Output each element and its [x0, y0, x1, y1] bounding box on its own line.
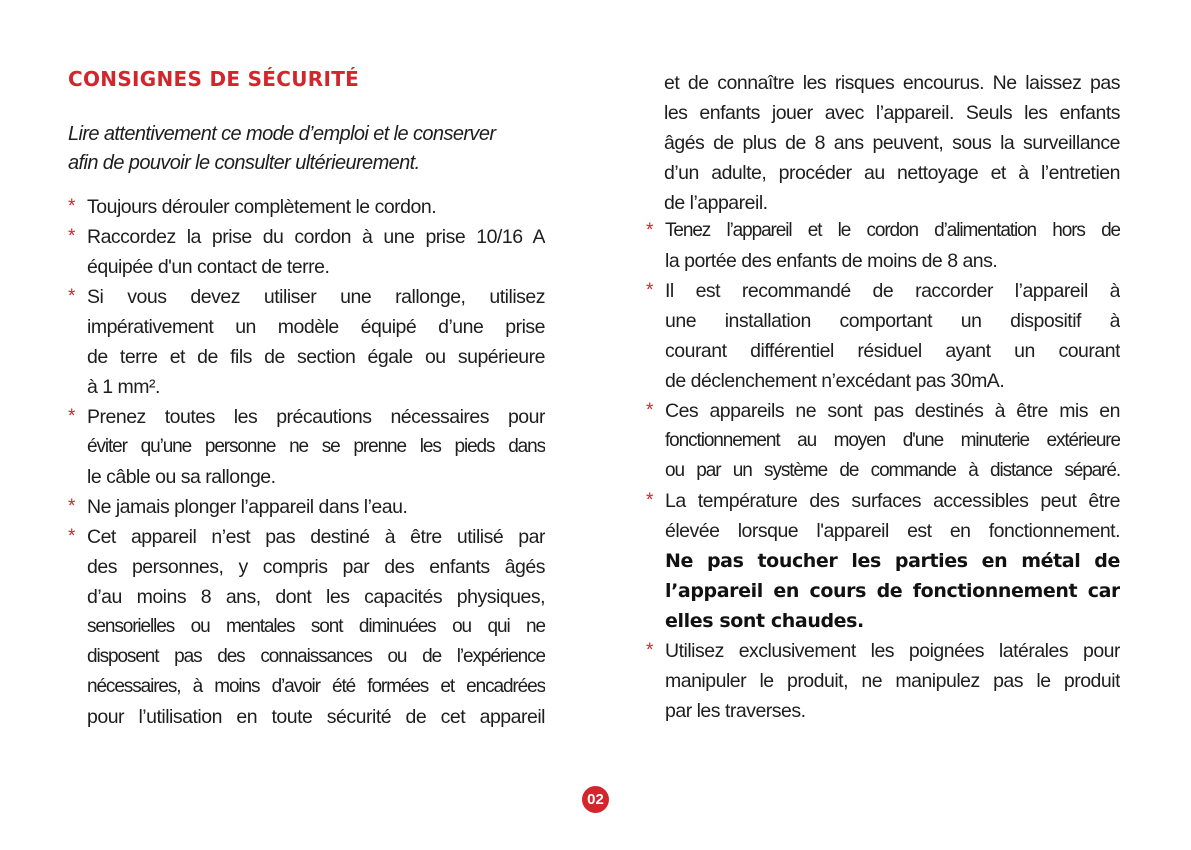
item-line: fonctionnement au moyen d'une minuterie extérieure: [665, 430, 1120, 451]
item-line: Si vous devez utiliser une rallonge, utilisez: [87, 286, 545, 308]
item-line: ou par un système de commande à distance séparé.: [665, 460, 1120, 481]
safety-item: [646, 216, 1120, 276]
bullet-star-icon: *: [68, 286, 76, 307]
intro-line: afin de pouvoir le consulter ultérieurement.: [68, 152, 420, 174]
bullet-star-icon: *: [68, 406, 76, 427]
warning-line: Ne pas toucher les parties en métal de: [665, 550, 1120, 572]
item-line: Raccordez la prise du cordon à une prise 10/16 A: [87, 226, 545, 248]
safety-item: [68, 402, 545, 492]
bullet-star-icon: *: [646, 640, 654, 661]
right-safety-list: [646, 216, 1120, 726]
bullet-star-icon: *: [646, 280, 654, 301]
item-line: Il est recommandé de raccorder l’appareil à: [665, 280, 1120, 302]
bullet-star-icon: *: [68, 526, 76, 547]
item-line: de terre et de fils de section égale ou supérieure: [87, 346, 545, 368]
item-line: Ne jamais plonger l’appareil dans l’eau.: [87, 496, 408, 518]
item-line: la portée des enfants de moins de 8 ans.: [665, 250, 998, 272]
safety-item: [646, 636, 1120, 726]
item-line: nécessaires, à moins d’avoir été formées et encadrées: [87, 676, 545, 697]
safety-item: [646, 276, 1120, 396]
continued-paragraph: [664, 68, 1120, 218]
item-line: à 1 mm².: [87, 376, 160, 398]
page-number-badge: 02: [582, 786, 609, 813]
intro-text: [68, 120, 558, 178]
item-line: une installation comportant un dispositif à: [665, 310, 1120, 332]
item-line: Ces appareils ne sont pas destinés à être mis en: [665, 400, 1120, 422]
safety-item: [68, 282, 545, 402]
intro-line: Lire attentivement ce mode d’emploi et le conserver: [68, 123, 496, 145]
bullet-star-icon: *: [646, 220, 654, 241]
item-line: âgés de plus de 8 ans peuvent, sous la surveillance: [664, 132, 1120, 154]
item-line: d’un adulte, procéder au nettoyage et à l’entretien: [664, 162, 1120, 184]
item-line: sensorielles ou mentales sont diminuées ou qui ne: [87, 616, 545, 637]
warning-line: l’appareil en cours de fonctionnement car: [665, 580, 1120, 602]
bullet-star-icon: *: [68, 226, 76, 247]
safety-item: [646, 486, 1120, 636]
page-title: CONSIGNES DE SÉCURITÉ: [68, 67, 360, 91]
item-line: pour l’utilisation en toute sécurité de cet appareil: [87, 706, 545, 728]
safety-item: [646, 396, 1120, 486]
bullet-star-icon: *: [646, 400, 654, 421]
item-line: manipuler le produit, ne manipulez pas le produit: [665, 670, 1120, 692]
item-line: Toujours dérouler complètement le cordon.: [87, 196, 437, 218]
left-safety-list: [68, 192, 545, 732]
item-line: éviter qu’une personne ne se prenne les pieds dans: [87, 436, 545, 457]
item-line: des personnes, y compris par des enfants âgés: [87, 556, 545, 578]
item-line: par les traverses.: [665, 700, 806, 722]
warning-line: elles sont chaudes.: [665, 610, 864, 632]
item-line: équipée d'un contact de terre.: [87, 256, 330, 278]
item-line: les enfants jouer avec l’appareil. Seuls les enfants: [664, 102, 1120, 124]
item-line: disposent pas des connaissances ou de l’expérience: [87, 646, 545, 667]
item-line: élevée lorsque l'appareil est en fonctionnement.: [665, 520, 1120, 542]
safety-item: [68, 522, 545, 732]
safety-item: [68, 222, 545, 282]
item-line: Tenez l’appareil et le cordon d’alimentation hors de: [665, 220, 1120, 241]
item-line: courant différentiel résiduel ayant un courant: [665, 340, 1120, 362]
item-line: et de connaître les risques encourus. Ne laissez pas: [664, 72, 1120, 94]
item-line: de l’appareil.: [664, 192, 768, 214]
item-line: La température des surfaces accessibles peut être: [665, 490, 1120, 512]
item-line: de déclenchement n’excédant pas 30mA.: [665, 370, 1005, 392]
item-line: Utilisez exclusivement les poignées latérales pour: [665, 640, 1120, 662]
item-line: impérativement un modèle équipé d’une prise: [87, 316, 545, 338]
bullet-star-icon: *: [68, 496, 76, 517]
item-line: le câble ou sa rallonge.: [87, 466, 276, 488]
safety-item: [68, 192, 545, 222]
item-line: d’au moins 8 ans, dont les capacités physiques,: [87, 586, 545, 608]
item-line: Prenez toutes les précautions nécessaires pour: [87, 406, 545, 428]
bullet-star-icon: *: [646, 490, 654, 511]
safety-item: [68, 492, 545, 522]
item-line: Cet appareil n’est pas destiné à être utilisé par: [87, 526, 545, 548]
bullet-star-icon: *: [68, 196, 76, 217]
